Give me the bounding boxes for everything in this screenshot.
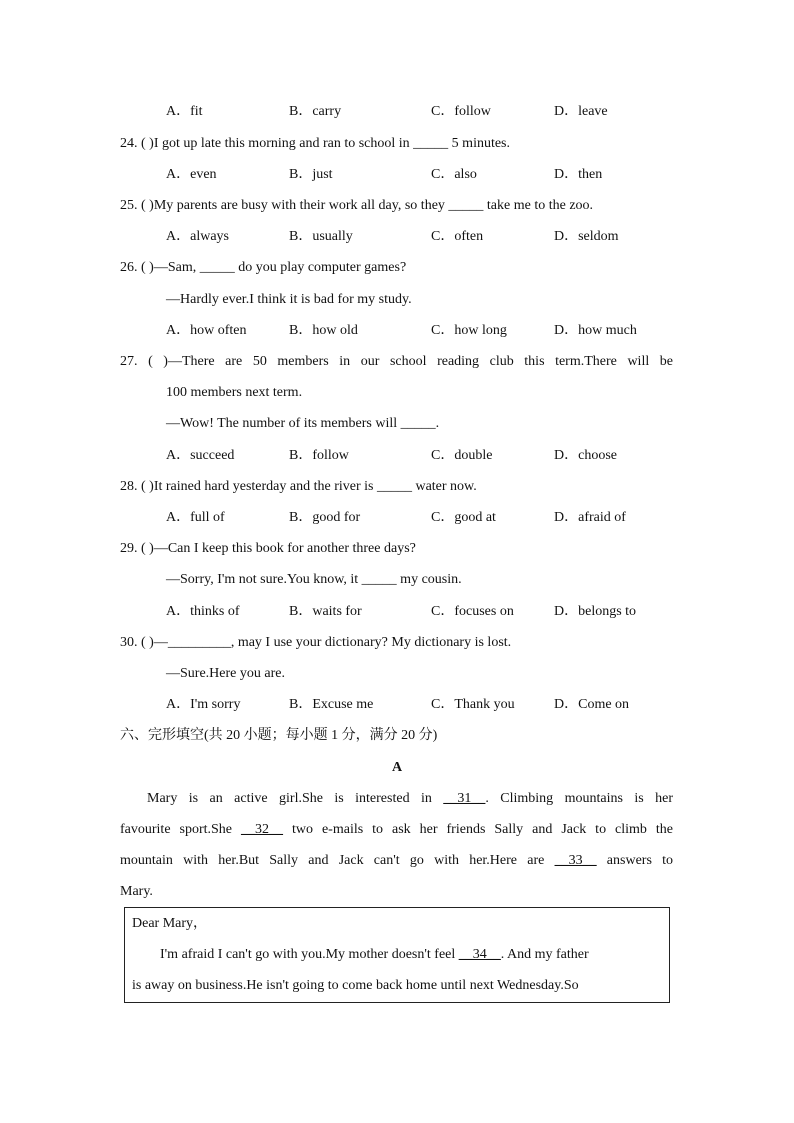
q28-option-b: B．good for (289, 510, 361, 525)
q29-reply: —Sorry, I'm not sure.You know, it _____ my cousin. (166, 572, 462, 587)
q27-option-d: D．choose (554, 448, 617, 463)
q29-option-b: B．waits for (289, 604, 362, 619)
q30-reply: —Sure.Here you are. (166, 666, 285, 681)
passage-line-3 (120, 852, 673, 870)
q26-option-d: D．how much (554, 323, 637, 338)
passage-text: answers to (606, 853, 674, 868)
q26-option-a: A．how often (166, 323, 247, 338)
q27-option-a: A．succeed (166, 448, 235, 463)
passage-text: Mary is an active girl.She is interested in (147, 791, 432, 806)
q27-stem-continued: 100 members next term. (166, 385, 303, 400)
blank-34: __34__ (458, 947, 501, 962)
blank-33: __33__ (554, 853, 597, 868)
q27-stem: 27. ( )—There are 50 members in our school reading club this term.There will be (120, 354, 673, 369)
q26-reply: —Hardly ever.I think it is bad for my study. (166, 292, 412, 307)
passage-line-2 (120, 821, 673, 839)
passage-text: . Climbing mountains is her (485, 791, 674, 806)
q23-option-b: B．carry (289, 104, 342, 119)
q30-option-a: A．I'm sorry (166, 697, 241, 712)
q24-option-c: C．also (431, 167, 477, 182)
q26-option-b: B．how old (289, 323, 358, 338)
q27-option-c: C．double (431, 448, 493, 463)
q30-option-d: D．Come on (554, 697, 630, 712)
q28-option-d: D．afraid of (554, 510, 626, 525)
q29-option-c: C．focuses on (431, 604, 514, 619)
q24-option-b: B．just (289, 167, 333, 182)
q30-stem: 30. ( )—_________, may I use your dictionary? My dictionary is lost. (120, 635, 512, 650)
q29-option-a: A．thinks of (166, 604, 240, 619)
q29-option-d: D．belongs to (554, 604, 637, 619)
passage-text: mountain with her.But Sally and Jack can't go with her.Here are (120, 853, 545, 868)
letter-text: I'm afraid I can't go with you.My mother doesn't feel (160, 947, 456, 962)
q25-option-b: B．usually (289, 229, 353, 244)
q26-stem: 26. ( )—Sam, _____ do you play computer games? (120, 260, 407, 275)
blank-32: __32__ (241, 822, 283, 837)
passage-line-1 (147, 790, 673, 808)
q25-stem: 25. ( )My parents are busy with their work all day, so they _____ take me to the zoo. (120, 198, 594, 213)
q23-option-d: D．leave (554, 104, 608, 119)
q30-option-c: C．Thank you (431, 697, 515, 712)
q24-stem: 24. ( )I got up late this morning and ran to school in _____ 5 minutes. (120, 136, 511, 151)
q29-stem: 29. ( )—Can I keep this book for another three days? (120, 541, 416, 556)
q25-option-c: C．often (431, 229, 484, 244)
q25-option-d: D．seldom (554, 229, 619, 244)
letter-line-2: is away on business.He isn't going to come back home until next Wednesday.So (132, 978, 579, 993)
q24-option-a: A．even (166, 167, 217, 182)
q27-option-b: B．follow (289, 448, 349, 463)
letter-salutation: Dear Mary， (132, 916, 208, 931)
part-label: A (391, 760, 403, 775)
q28-stem: 28. ( )It rained hard yesterday and the river is _____ water now. (120, 479, 477, 494)
q23-option-c: C．follow (431, 104, 491, 119)
q27-reply: —Wow! The number of its members will _____. (166, 416, 440, 431)
passage-text: favourite sport.She (120, 822, 233, 837)
q26-option-c: C．how long (431, 323, 507, 338)
letter-box (124, 907, 670, 1003)
passage-line-4: Mary. (120, 884, 153, 899)
q30-option-b: B．Excuse me (289, 697, 374, 712)
q24-option-d: D．then (554, 167, 603, 182)
passage-text: two e-mails to ask her friends Sally and Jack to climb the (291, 822, 674, 837)
blank-31: __31__ (443, 791, 486, 806)
q23-option-a: A．fit (166, 104, 203, 119)
q28-option-a: A．full of (166, 510, 225, 525)
letter-text: . And my father (500, 947, 589, 962)
q25-option-a: A．always (166, 229, 229, 244)
letter-line-1 (160, 946, 589, 964)
q28-option-c: C．good at (431, 510, 496, 525)
section-heading: 六、完形填空(共 20 小题；每小题 1 分，满分 20 分) (120, 728, 438, 743)
